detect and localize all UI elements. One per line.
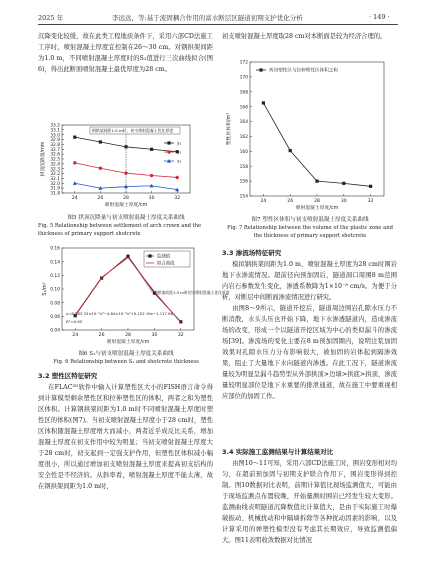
figure-5-caption-cn: 图5 拱顶沉降量与初支喷射混凝土厚度关系曲线 [67,215,185,221]
data-point [262,101,265,104]
section-3-3-heading: 3.3 渗流场特征研究 [222,249,282,257]
data-point [150,148,153,151]
annotation-text: 钢拱架间距1.0 m时，初支喷射混凝土优化厚度 [92,128,174,133]
data-point [99,140,102,143]
data-point [342,182,345,185]
figure-7-caption-en-1: Fig. 7 Relationship between the volume of the plastic zone and [227,225,393,231]
y-tick-label: 164 [239,120,248,126]
header-title: 李远远，等:基于流固耦合作用的富水断层区隧道初期支护优化分析 [112,14,303,22]
y-tick-label: 0.12 [50,273,60,279]
y-tick-label: 32.6 [50,152,60,158]
x-tick-label: 26 [97,196,104,201]
y-tick-label: 32.9 [50,138,60,144]
header-page-number: · 149 · [369,13,390,21]
x-tick-label: 26 [287,199,294,204]
data-point [369,185,372,188]
y-tick-label: 33.2 [50,123,60,129]
y-tick-label: 32.8 [50,143,60,149]
x-axis-label: 喷射混凝土厚度/cm [106,340,150,345]
x-tick-label: 28 [123,196,129,201]
section-3-2-heading: 3.2 塑性区特征研究 [38,372,98,380]
figure-7-chart [222,56,400,216]
y-tick-label: 0.10 [50,287,60,293]
r-squared: R²=0.95 [66,319,83,324]
y-tick-label: 32.2 [50,172,60,178]
y-tick-label: 31.8 [50,191,60,197]
y-tick-label: 0.16 [50,246,60,252]
y-tick-label: 32.3 [50,167,60,173]
right-top-text [222,31,397,42]
x-tick-label: 30 [151,333,158,338]
data-point [73,136,76,139]
legend-label: 剪切塑性区与拉伸塑性区体积之和 [269,68,338,74]
section-3-4-heading: 3.4 实际施工监测结果与计算结果对比 [222,448,334,456]
y-tick-label: 166 [239,105,248,111]
x-tick-label: 26 [98,333,105,338]
y-tick-label: 33.1 [50,128,60,134]
y-tick-label: 170 [239,75,248,81]
x-tick-label: 32 [177,333,184,338]
y-tick-label: 0.04 [50,328,60,334]
y-tick-label: 31.9 [50,186,60,192]
header-rule [38,24,398,25]
paragraph: 由图10～11可知，采用六部CD法施工时，围岩变形相对均匀，在超前预加固与初期支护联合作用下，围岩变形得到控制。图10数据对比表明，前期计算值比现场监测值大，可能由于现场监测点布置较晚，开始量测时围岩已经发生较大变形。监测曲线表明隧道沉降数值比计算值大，是由于实际施工时爆破振动、机械扰动和中隔墙拆除等各种扰动因素的影响，以及计算采用的弹塑性模型没有考虑其长期效应，导致监测值偏大。图11表明收敛数据对比情况 [222,460,397,544]
y-tick-label: 0.08 [50,301,60,307]
figure-7-caption-en-2: the thickness of primary support shotcrete [253,233,367,239]
legend-label: 监测值 [157,254,171,260]
figure-6-caption-en: Fig. 6 Relationship between S₁ and shotcrete thickness [53,359,199,365]
y-tick-label: 0.06 [50,314,60,320]
figure-6-caption-cn: 图6 S₁与初支喷射混凝土厚度关系曲线 [78,351,174,357]
data-point [289,149,292,152]
fit-equation: y=8.583 33×10⁻⁵x³−4.64×10⁻³x²+0.152 19x−1.117 68 [66,311,174,316]
series-line-1 [263,103,370,186]
y-tick-label: 32.1 [50,177,60,183]
data-point [315,180,318,183]
figure-5-caption-en: Fig. 5 Relationship between settlement of arch crown and the thickness of primary support shotcrete [38,223,202,237]
figure-5-caption [38,214,214,238]
y-tick-label: 154 [239,194,248,200]
y-axis-label: S₁/m³ [43,282,48,296]
y-tick-label: 156 [239,179,248,185]
y-tick-label: 32.4 [50,162,60,168]
x-tick-label: 32 [174,196,181,201]
paragraph: 模拟钢拱架间距为1.0 m、喷射混凝土厚度为28 cm时围岩地下水渗流情况。超前径向预加固后，隧道洞口周围8 m范围内岩石参数发生变化，渗透系数降为1×10⁻⁸ cm/s。为便于分析，对断层中间断面渗流情况进行研究。 [222,261,397,301]
data-point [150,174,153,177]
legend-label: s₁ [177,141,182,147]
x-axis-label: 喷射混凝土厚度/cm [104,203,148,208]
y-axis-label: 塑性区体积/m³ [227,112,232,146]
paragraph: 初支喷射混凝土厚度取28 cm对本断面是较为经济合理的。 [222,33,387,40]
figure-5-chart [38,121,216,213]
legend-label: s₃ [177,159,182,165]
header-year: 2025 年 [38,14,64,22]
y-tick-label: 172 [239,60,248,66]
y-tick-label: 32.5 [50,157,60,163]
x-tick-label: 24 [72,333,79,338]
y-tick-label: 33.0 [50,133,60,139]
paragraph: 沉降变化较缓，故在此类工程地质条件下，采用六部CD法施工工序时，喷射混凝土厚度宜控制在26～30 cm。对钢拱架间距为1.0 m，不同喷射混凝土厚度时的S₁值进行三次曲线拟合(图6)，得出此断面喷射混凝土最优厚度为28 cm。 [38,33,213,73]
legend-label: s₂ [177,150,182,156]
legend-marker [167,150,170,153]
y-tick-label: 32.7 [50,147,60,153]
figure-7-caption-cn: 图7 塑性区体积与初支喷射混凝土厚度关系曲线 [251,217,369,223]
figure-6-caption [38,350,214,366]
x-tick-label: 30 [340,199,347,204]
y-tick-label: 162 [239,135,248,141]
left-top-text [38,31,213,75]
x-tick-label: 30 [148,196,155,201]
y-axis-label: 拱顶沉降量/mm [41,141,46,177]
x-axis-label: 喷射混凝土厚度/cm [295,206,339,211]
data-point [73,161,76,164]
y-tick-label: 160 [239,149,248,155]
legend-label: 拟合曲线 [157,261,175,267]
x-tick-label: 24 [71,196,78,201]
paragraph: 在FLAC³ᴰ软件中输入计算塑性区大小的FISH语言命令得到计算模型剩余塑性区和拉伸塑性区的体积，两者之和为塑性区体积。计算钢拱架间距为1.0 m时不同喷射混凝土厚度时塑性区的体积(图7)。当初支喷射混凝土厚度小于28 cm时，塑性区体积随混凝土厚度增大而减小，两者近乎成反比关系，增加混凝土厚度在初支作用中较为明显；当初支喷射混凝土厚度大于28 cm时，初支起到一定强支护作用，但塑性区体积减小幅度很小，所以通过增加初支喷射混凝土厚度来提高初支结构的安全性是不经济的。从斜率看，喷射混凝土厚度不能太薄，故在钢拱架间距为1.0 m时， [38,384,213,490]
data-point [73,181,77,185]
figure-6-chart [40,244,230,349]
y-tick-label: 32.0 [50,181,60,187]
figure-7-caption [222,216,398,240]
data-point [176,176,179,179]
paragraph: 由图8～9所示，隧道开挖后，隧道周边围岩孔隙水压力不断消散，水头头压也开始下降，地下水渗透隧道内，造成渗流场的改变，形成一个以隧道开挖区域为中心的类似漏斗的渗流场[39]。渗流场的变化主要在8 m预加固圈内，说明注浆加固效果对孔隙水压力分布影响很大，被加固的岩体起到隔渗效果，阻止了大量地下水向隧道内渗透。在此工况下，隧道渗流量较为明显呈漏斗趋势型从外部拱顶>边墙>拱底>拱顶，渗流量较明显部位是地下水重要的排泄通道，故在施工中要重视相应部位的加固工作。 [222,305,397,400]
y-tick-label: 168 [239,90,248,96]
x-tick-label: 28 [314,199,320,204]
x-tick-label: 24 [260,199,267,204]
x-tick-label: 28 [125,333,131,338]
plot-frame [250,62,384,196]
section-3-4 [222,447,397,546]
annotation-text: 钢拱架间距1.0 m时初支喷射混凝土优化厚度 [154,290,230,295]
section-3-3 [222,248,397,402]
x-tick-label: 32 [367,199,374,204]
y-tick-label: 158 [239,164,248,170]
section-3-2 [38,371,213,492]
legend-marker [259,68,262,71]
legend-marker [167,141,170,144]
y-tick-label: 0.14 [50,260,60,266]
data-point [99,167,102,170]
